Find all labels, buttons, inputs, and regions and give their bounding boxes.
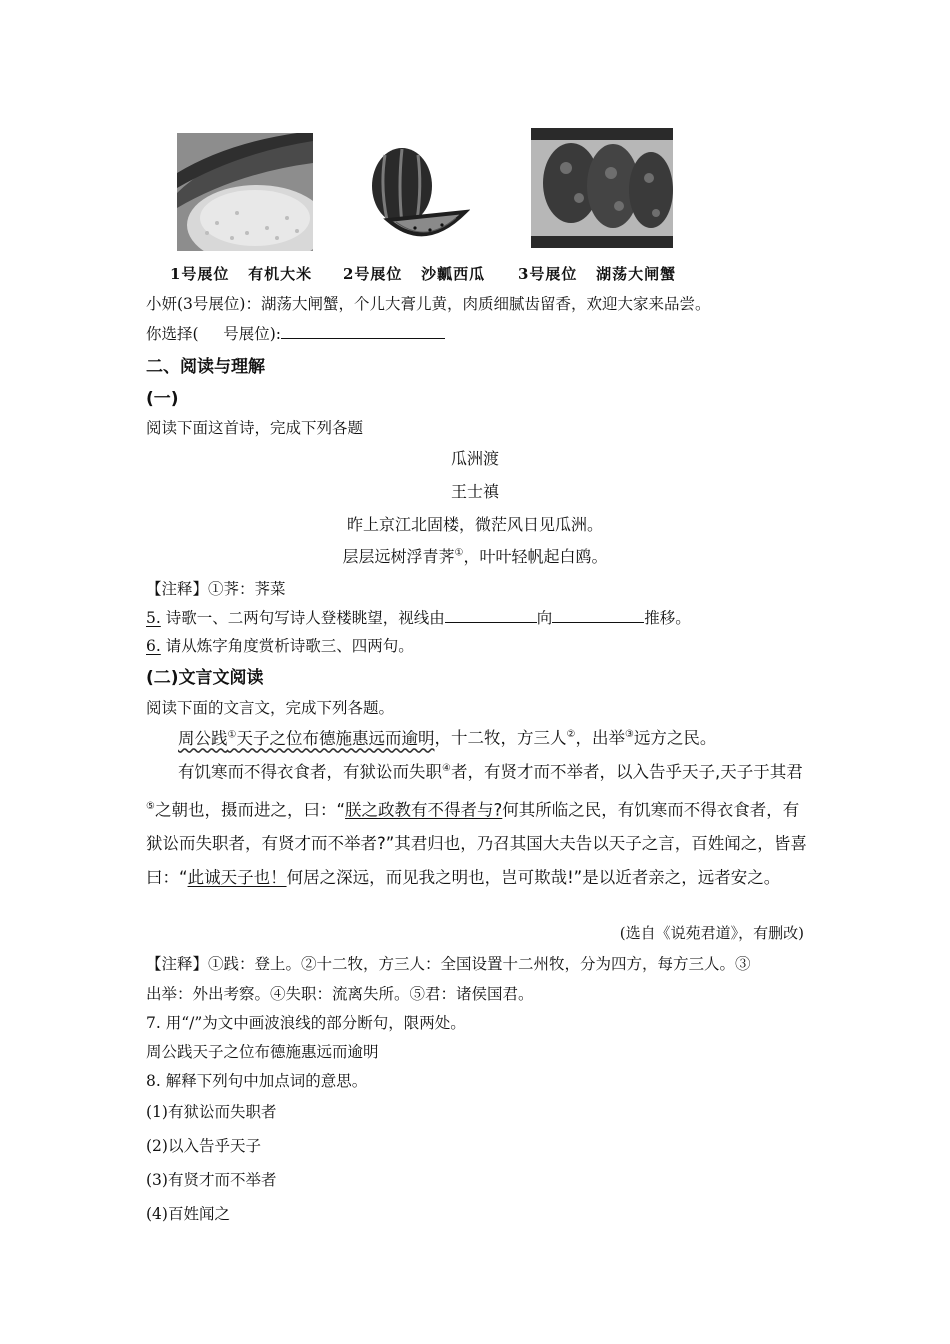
question-8-item: (3)有贤才而不举者	[146, 1171, 277, 1189]
source-citation: (选自《说苑君道》，有删改)	[619, 924, 804, 942]
part2-instruction: 阅读下面的文言文，完成下列各题。	[146, 699, 395, 717]
passage-note-1: 【注释】①践：登上。②十二牧，方三人：全国设置十二州牧，分为四方，每方三人。③	[146, 955, 751, 973]
poem-line-2: 层层远树浮青荠①，叶叶轻帆起白鸥。	[342, 547, 608, 566]
q5-blank-2[interactable]	[552, 608, 644, 623]
crab-image	[531, 128, 673, 248]
watermelon-image	[360, 140, 470, 252]
question-8-item: (4)百姓闻之	[146, 1205, 230, 1223]
answer-blank[interactable]	[281, 324, 445, 339]
q5-blank-1[interactable]	[445, 608, 537, 623]
passage-paragraph-2: 有饥寒而不得衣食者，有狱讼而失职④者，有贤才而不举者，以入告乎天子,天子于其君⑤之朝也，摄而进之，曰：“朕之政教有不得者与?何其所临之民，有饥寒而不得衣食者，有狱讼而失职者，有贤才而不举者?”其君归也，乃召其国大夫告以天子之言，百姓闻之，皆喜曰：“此诚天子也！何居之深远，而见我之明也，岂可欺哉!”是以近者亲之，远者安之。	[146, 762, 807, 887]
booth-2-caption: 2号展位 沙瓤西瓜	[343, 265, 486, 283]
passage-note-2: 出举：外出考察。④失职：流离失所。⑤君：诸侯国君。	[146, 985, 534, 1003]
part2-title: (二)文言文阅读	[146, 668, 264, 688]
question-5: 5. 诗歌一、二两句写诗人登楼眺望，视线由 向 推移。	[146, 609, 691, 627]
part1-title: (一)	[146, 389, 179, 409]
poem-note: 【注释】①荠：荠菜	[146, 580, 286, 598]
part1-instruction: 阅读下面这首诗，完成下列各题	[146, 419, 364, 437]
poem-title: 瓜洲渡	[450, 449, 499, 468]
booth-3-caption: 3号展位 湖荡大闸蟹	[518, 265, 677, 283]
question-6: 6. 请从炼字角度赏析诗歌三、四两句。	[146, 637, 414, 655]
question-7-sentence: 周公践天子之位布德施惠远而逾明	[146, 1043, 379, 1061]
booth-1-caption: 1号展位 有机大米	[170, 265, 313, 283]
section-title: 二、阅读与理解	[146, 357, 265, 377]
poem-line-1: 昨上京江北固楼，微茫风日见瓜洲。	[346, 515, 603, 534]
poem-author: 王士禛	[450, 482, 499, 501]
question-8: 8. 解释下列句中加点词的意思。	[146, 1072, 368, 1090]
intro-line: 小妍(3号展位)：湖荡大闸蟹，个儿大膏儿黄，肉质细腻齿留香，欢迎大家来品尝。	[146, 295, 711, 313]
question-8-item: (1)有狱讼而失职者	[146, 1103, 277, 1121]
rice-image	[177, 133, 313, 251]
choice-line: 你选择( 号展位):	[146, 322, 445, 344]
question-7: 7. 用“/”为文中画波浪线的部分断句，限两处。	[146, 1014, 466, 1032]
passage-paragraph-1: 周公践①天子之位布德施惠远而逾明，十二牧，方三人②，出举③远方之民。	[178, 728, 717, 748]
question-8-item: (2)以入告乎天子	[146, 1137, 261, 1155]
